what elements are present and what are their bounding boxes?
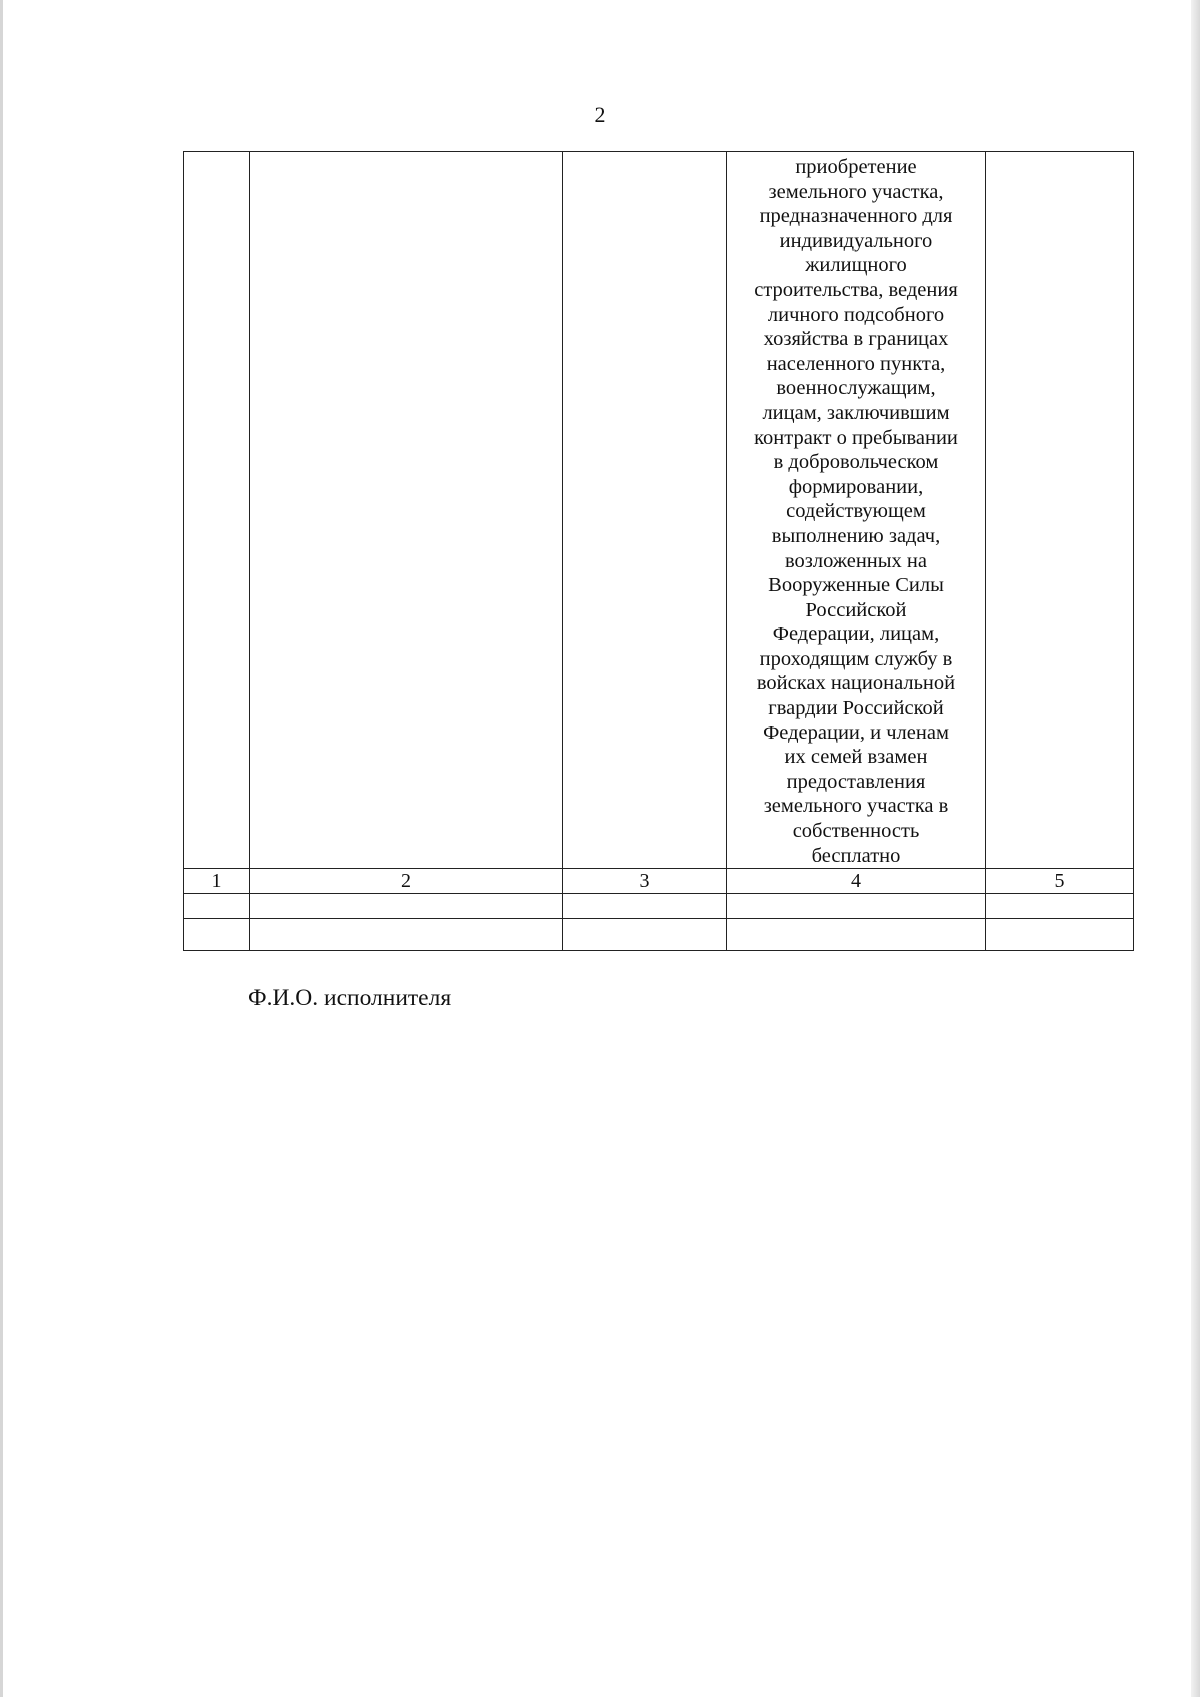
- table-row-empty: [184, 894, 1134, 919]
- empty-cell: [727, 919, 986, 951]
- empty-cell: [184, 894, 250, 919]
- table-row-column-numbers: [184, 869, 1134, 894]
- executor-name-label: Ф.И.О. исполнителя: [248, 985, 452, 1011]
- empty-cell: [986, 894, 1134, 919]
- page-edge-right: [1191, 0, 1200, 1697]
- document-table: [183, 151, 1134, 951]
- page-edge-left: [0, 0, 3, 1697]
- empty-cell: [184, 919, 250, 951]
- empty-cell: [250, 919, 563, 951]
- column-number-1: 1: [184, 869, 250, 894]
- table-cell-1: [184, 152, 250, 869]
- table-row-continuation: [184, 152, 1134, 869]
- empty-cell: [250, 894, 563, 919]
- table-cell-4: [727, 152, 986, 869]
- empty-cell: [986, 919, 1134, 951]
- column-number-4: 4: [727, 869, 986, 894]
- table-row-empty: [184, 919, 1134, 951]
- empty-cell: [727, 894, 986, 919]
- column-number-2: 2: [250, 869, 563, 894]
- table-cell-5: [986, 152, 1134, 869]
- column-number-3: 3: [563, 869, 727, 894]
- empty-cell: [563, 919, 727, 951]
- empty-cell: [563, 894, 727, 919]
- table-cell-3: [563, 152, 727, 869]
- page-number: 2: [594, 102, 606, 127]
- column-number-5: 5: [986, 869, 1134, 894]
- table-cell-2: [250, 152, 563, 869]
- service-description-text: приобретение земельного участка, предназначенного для индивидуального жилищного строительства, ведения личного подсобного хозяйства в границах населенного пункта, военнослужащим, лицам, заключившим контракт о пребывании в добровольческом формировании, содействующем выполнению задач, возложенных на Вооруженные Силы Российской Федерации, лицам, проходящим службу в войсках национальной гвардии Российской Федерации, и членам их семей взамен предоставления земельного участка в собственность бесплатно: [754, 156, 958, 867]
